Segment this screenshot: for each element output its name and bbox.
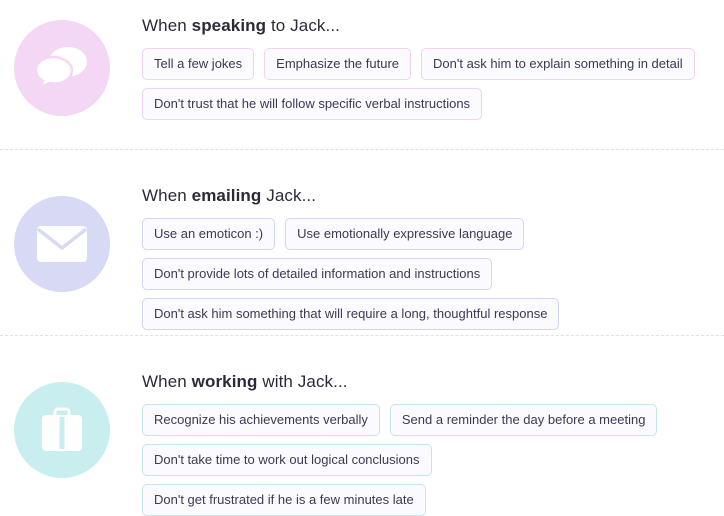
heading-post-speaking: to Jack...: [266, 16, 340, 35]
chip-item[interactable]: Don't trust that he will follow specific verbal instructions: [142, 88, 482, 120]
heading-post-emailing: Jack...: [261, 186, 317, 205]
section-working: [0, 335, 724, 516]
chip-item[interactable]: Recognize his achievements verbally: [142, 404, 380, 436]
heading-post-working: with Jack...: [257, 372, 348, 391]
chip-item[interactable]: Don't provide lots of detailed information and instructions: [142, 258, 492, 290]
heading-bold-working: working: [191, 372, 258, 391]
section-speaking: [0, 0, 724, 149]
page-title-working: [142, 372, 708, 392]
heading-pre-speaking: When: [142, 16, 192, 35]
chip-item[interactable]: Emphasize the future: [264, 48, 411, 80]
heading-bold-speaking: speaking: [191, 16, 267, 35]
chip-item[interactable]: Use emotionally expressive language: [285, 218, 524, 250]
chip-list-working: [142, 404, 708, 516]
heading-pre-emailing: When: [142, 186, 192, 205]
page-title-speaking: [142, 16, 708, 36]
chip-item[interactable]: Use an emoticon :): [142, 218, 275, 250]
section-emailing: [0, 149, 724, 335]
page-title-emailing: [142, 186, 708, 206]
section-emailing-content: [110, 186, 708, 330]
chip-list-emailing: [142, 218, 708, 330]
briefcase-icon: [14, 382, 110, 478]
section-working-icon-wrap: [14, 372, 110, 478]
section-working-content: [110, 372, 708, 516]
section-emailing-icon-wrap: [14, 186, 110, 292]
chip-item[interactable]: Tell a few jokes: [142, 48, 254, 80]
chip-item[interactable]: Don't ask him to explain something in detail: [421, 48, 695, 80]
heading-pre-working: When: [142, 372, 192, 391]
speech-bubbles-icon: [14, 20, 110, 116]
envelope-icon: [14, 196, 110, 292]
heading-bold-emailing: emailing: [191, 186, 262, 205]
chip-list-speaking: [142, 48, 708, 120]
section-speaking-icon-wrap: [14, 16, 110, 116]
section-speaking-content: [110, 16, 708, 120]
chip-item[interactable]: Don't take time to work out logical conclusions: [142, 444, 432, 476]
chip-item[interactable]: Don't get frustrated if he is a few minutes late: [142, 484, 426, 516]
chip-item[interactable]: Don't ask him something that will require a long, thoughtful response: [142, 298, 559, 330]
chip-item[interactable]: Send a reminder the day before a meeting: [390, 404, 658, 436]
